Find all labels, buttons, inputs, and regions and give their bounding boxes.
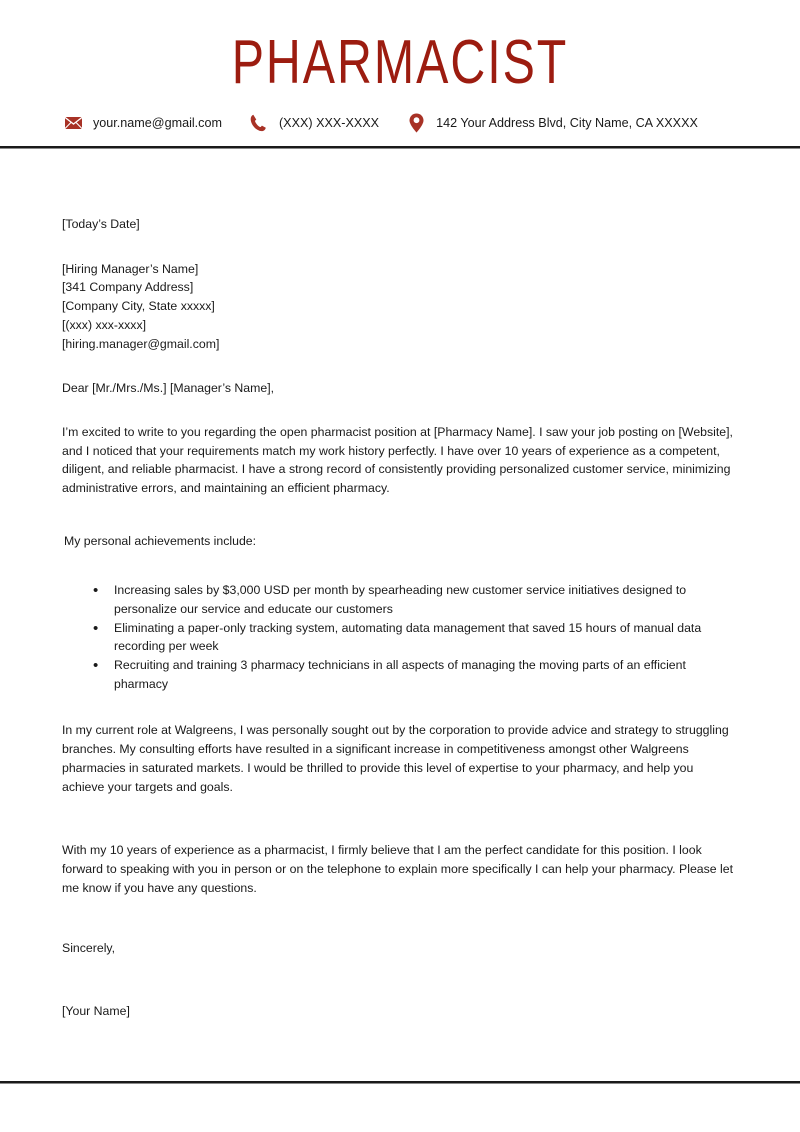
list-item: • Increasing sales by $3,000 USD per month by spearheading new customer service initiatives designed to personalize our service and educate our customers (93, 581, 738, 618)
recipient-name: [Hiring Manager’s Name] (62, 261, 199, 276)
achievements-intro: My personal achievements include: (64, 533, 257, 548)
recipient-email: [hiring.manager@gmail.com] (62, 336, 220, 351)
header-divider (0, 146, 800, 149)
phone-icon (248, 113, 270, 133)
page-title: PHARMACIST (231, 28, 569, 97)
contact-info-row (0, 113, 800, 133)
location-pin-icon (405, 113, 427, 133)
letter-header (0, 0, 800, 149)
recipient-phone: [(xxx) xxx-xxxx] (62, 317, 147, 332)
letter-body (0, 215, 800, 1021)
contact-address-text: 142 Your Address Blvd, City Name, CA XXXXX (436, 115, 698, 130)
paragraph-intro: I’m excited to write to you regarding the open pharmacist position at [Pharmacy Name]. I saw your job posting on [Website], and I noticed that your requirements match my work history perfectly. I have over 10 years of experience as a competent, diligent, and reliable pharmacist. I have a strong record of consistently providing personalized customer service, minimizing administrative errors, and maintaining an efficient pharmacy. (62, 424, 733, 495)
signoff: Sincerely, (62, 941, 116, 956)
contact-email-text: your.name@gmail.com (93, 115, 222, 130)
signature-name: [Your Name] (62, 1003, 130, 1018)
envelope-icon (62, 113, 84, 133)
letter-date: [Today’s Date] (62, 217, 140, 232)
recipient-address-block (62, 260, 738, 353)
paragraph-closing: With my 10 years of experience as a pharmacist, I firmly believe that I am the perfect candidate for this position. I look forward to speaking with you in person or on the telephone to explain more specifically I can help your pharmacy. Please let me know if you have any questions. (62, 843, 734, 895)
salutation: Dear [Mr./Mrs./Ms.] [Manager’s Name], (62, 381, 275, 396)
contact-email (62, 113, 222, 133)
contact-phone-text: (XXX) XXX-XXXX (278, 115, 380, 130)
recipient-city-state-zip: [Company City, State xxxxx] (62, 299, 215, 314)
paragraph-current-role: In my current role at Walgreens, I was personally sought out by the corporation to provide advice and strategy to struggling branches. My consulting efforts have resulted in a significant increase in competitiveness amongst other Walgreens pharmacies in saturated markets. I would be thrilled to provide this level of expertise to your pharmacy, and help you achieve your targets and goals. (62, 723, 729, 794)
achievements-list (62, 581, 738, 693)
contact-phone (248, 113, 379, 133)
list-item: • Recruiting and training 3 pharmacy technicians in all aspects of managing the moving parts of an efficient pharmacy (93, 656, 738, 693)
footer-divider (0, 1081, 800, 1084)
contact-address (405, 113, 698, 133)
list-item: • Eliminating a paper-only tracking system, automating data management that saved 15 hours of manual data recording per week (93, 619, 738, 656)
recipient-street: [341 Company Address] (62, 280, 194, 295)
